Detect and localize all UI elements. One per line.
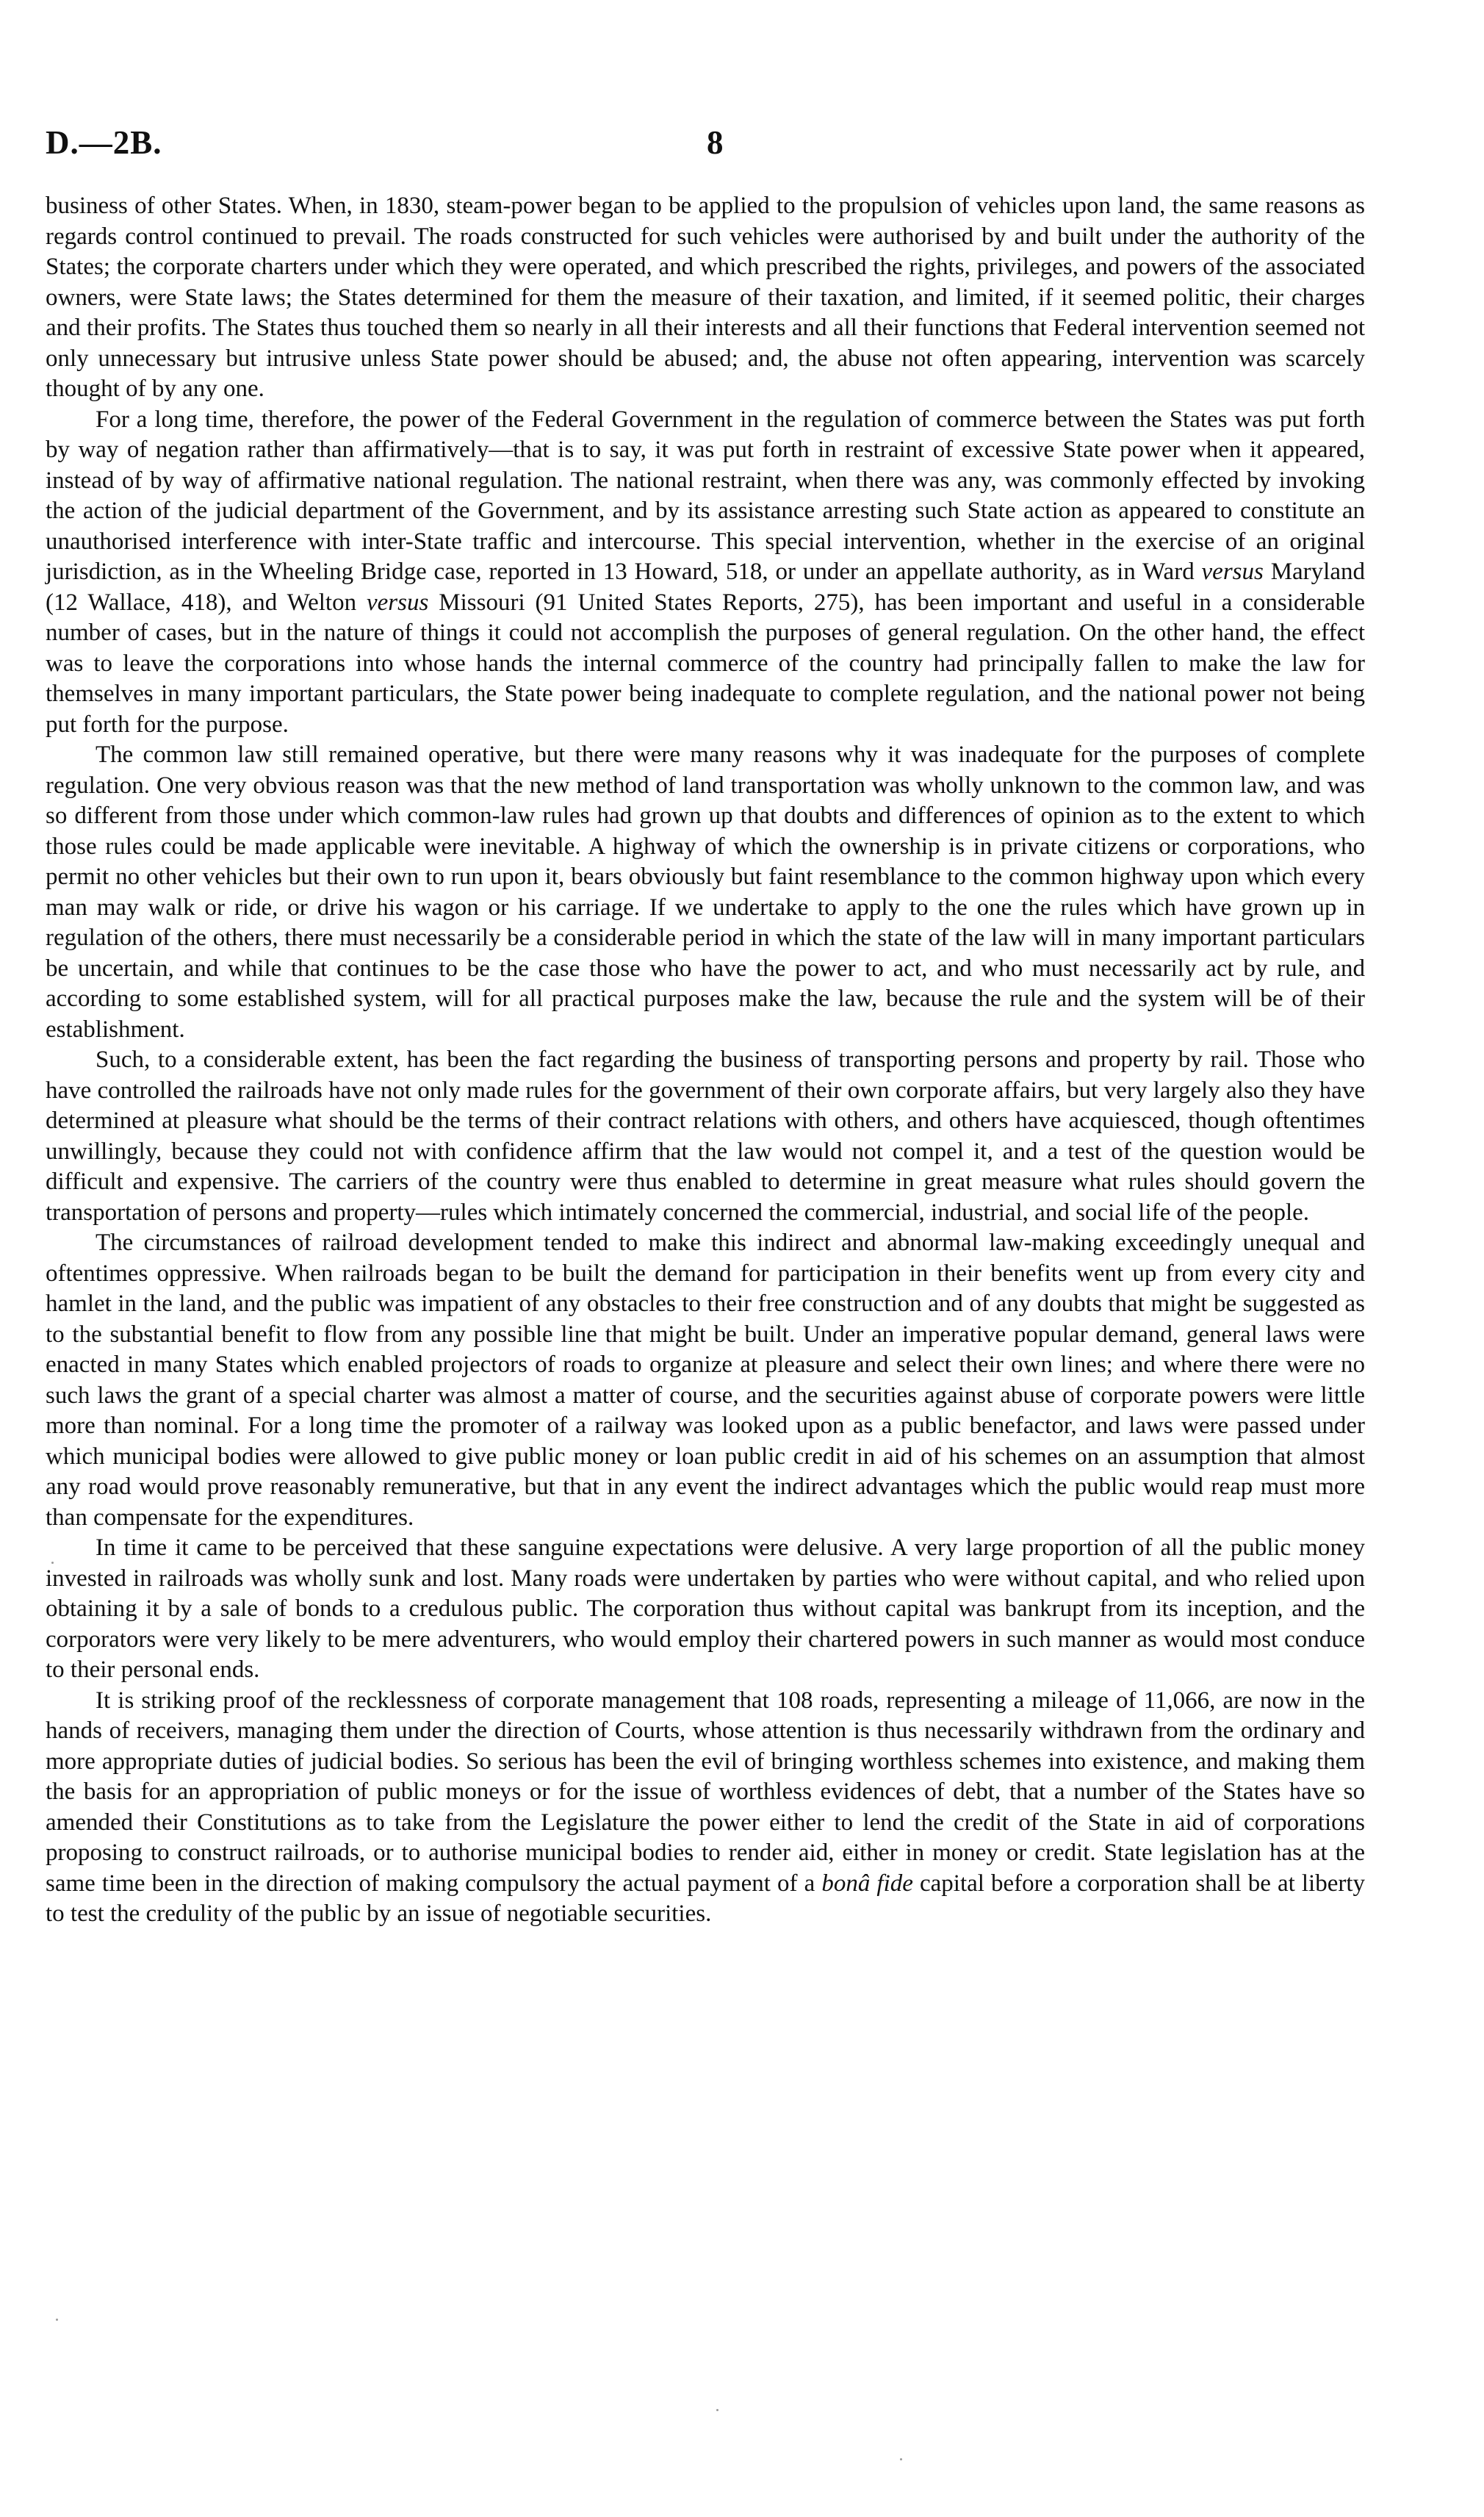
page-header xyxy=(0,110,1484,169)
paragraph xyxy=(46,191,1365,405)
document-reference: D.—2B. xyxy=(46,124,162,161)
page-number: 8 xyxy=(707,124,724,161)
scan-speck xyxy=(56,2319,58,2321)
paragraph xyxy=(46,1228,1365,1533)
paragraph-text: For a long time, therefore, the power of the Federal Government in the regulation of commerce between the States was put forth by way of negation rather than affirmatively—that is to say, it was put forth in restraint of excessive State power when it appeared, instead of by way of affirmative national regulation. The national restraint, when there was any, was commonly effected by invoking the action of the judicial department of the Government, and by its assistance arresting such State action as appeared to constitute an unauthorised interference with inter-State traffic and intercourse. This special intervention, whether in the exercise of an original jurisdiction, as in the Wheeling Bridge case, reported in 13 Howard, 518, or under an appellate authority, as in Ward xyxy=(46,406,1365,585)
paragraph xyxy=(46,405,1365,741)
document-body xyxy=(46,191,1365,1930)
paragraph-text: Maryland (12 Wallace, 418), and Welton xyxy=(46,559,1365,616)
paragraph xyxy=(46,1533,1365,1686)
scan-speck xyxy=(51,1562,54,1564)
italic-text: versus xyxy=(367,589,429,616)
italic-text: versus xyxy=(1201,559,1264,585)
paragraph-text: The circumstances of railroad development tended to make this indirect and abnormal law-making exceedingly unequal and oftentimes oppressive. When railroads began to be built the demand for participation in their benefits went up from every city and hamlet in the land, and the public was impatient of any obstacles to their free construction and of any doubts that might be suggested as to the substantial benefit to flow from any possible line that might be built. Under an imperative popular demand, general laws were enacted in many States which enabled projectors of roads to organize at pleasure and select their own lines; and where there were no such laws the grant of a special charter was almost a matter of course, and the securities against abuse of corporate powers were little more than nominal. For a long time the promoter of a railway was looked upon as a public benefactor, and laws were passed under which municipal bodies were allowed to give public money or loan public credit in aid of his schemes on an assumption that almost any road would prove reasonably remunerative, but that in any event the indirect advantages which the public would reap must more than compensate for the expenditures. xyxy=(46,1229,1365,1531)
italic-text: bonâ fide xyxy=(821,1870,913,1897)
paragraph xyxy=(46,1686,1365,1930)
paragraph-text: Missouri (91 United States Reports, 275), has been important and useful in a considerable number of cases, but in the nature of things it could not accomplish the purposes of general regulation. On the other hand, the effect was to leave the corporations into whose hands the internal commerce of the country had principally fallen to make the law for themselves in many important particulars, the State power being inadequate to complete regulation, and the national power not being put forth for the purpose. xyxy=(46,589,1365,738)
paragraph xyxy=(46,1045,1365,1228)
paragraph-text: In time it came to be perceived that these sanguine expectations were delusive. A very large proportion of all the public money invested in railroads was wholly sunk and lost. Many roads were undertaken by parties who were without capital, and who relied upon obtaining it by a sale of bonds to a credulous public. The corporation thus without capital was bankrupt from its inception, and the corporators were very likely to be mere adventurers, who would employ their chartered powers in such manner as would most conduce to their personal ends. xyxy=(46,1534,1365,1683)
paragraph xyxy=(46,740,1365,1045)
paragraph-text: Such, to a considerable extent, has been the fact regarding the business of transporting persons and property by rail. Those who have controlled the railroads have not only made rules for the government of their own corporate affairs, but very largely also they have determined at pleasure what should be the terms of their contract relations with others, and others have acquiesced, though oftentimes unwillingly, because they could not with confidence affirm that the law would not compel it, and a test of the question would be difficult and expensive. The carriers of the country were thus enabled to determine in great measure what rules should govern the transportation of persons and property—rules which intimately concerned the commercial, industrial, and social life of the people. xyxy=(46,1046,1365,1226)
scan-speck xyxy=(716,2409,718,2411)
scan-speck xyxy=(900,2458,902,2460)
paragraph-text: It is striking proof of the recklessness of corporate management that 108 roads, representing a mileage of 11,066, are now in the hands of receivers, managing them under the direction of Courts, whose attention is thus necessarily withdrawn from the ordinary and more appropriate duties of judicial bodies. So serious has been the evil of bringing worthless schemes into existence, and making them the basis for an appropriation of public moneys or for the issue of worthless evidences of debt, that a number of the States have so amended their Constitutions as to take from the Legislature the power either to lend the credit of the State in aid of corporations proposing to construct railroads, or to authorise municipal bodies to render aid, either in money or credit. State legislation has at the same time been in the direction of making compulsory the actual payment of a xyxy=(46,1687,1365,1897)
paragraph-text: capital before a corporation shall be at liberty to test the credulity of the public by an issue of negotiable securities. xyxy=(46,1870,1365,1927)
paragraph-text: business of other States. When, in 1830, steam-power began to be applied to the propulsion of vehicles upon land, the same reasons as regards control continued to prevail. The roads constructed for such vehicles were authorised by and built under the authority of the States; the corporate charters under which they were operated, and which prescribed the rights, privileges, and powers of the associated owners, were State laws; the States determined for them the measure of their taxation, and limited, if it seemed politic, their charges and their profits. The States thus touched them so nearly in all their interests and all their functions that Federal intervention seemed not only unnecessary but intrusive unless State power should be abused; and, the abuse not often appearing, intervention was scarcely thought of by any one. xyxy=(46,193,1365,402)
paragraph-text: The common law still remained operative, but there were many reasons why it was inadequate for the purposes of complete regulation. One very obvious reason was that the new method of land transportation was wholly unknown to the common law, and was so different from those under which common-law rules had grown up that doubts and differences of opinion as to the extent to which those rules could be made applicable were inevitable. A highway of which the ownership is in private citizens or corporations, who permit no other vehicles but their own to run upon it, bears obviously but faint resemblance to the common highway upon which every man may walk or ride, or drive his wagon or his carriage. If we undertake to apply to the one the rules which have grown up in regulation of the others, there must necessarily be a considerable period in which the state of the law will in many important particulars be uncertain, and while that continues to be the case those who have the power to act, and who must necessarily act by rule, and according to some established system, will for all practical purposes make the law, because the rule and the system will be of their establishment. xyxy=(46,742,1365,1043)
